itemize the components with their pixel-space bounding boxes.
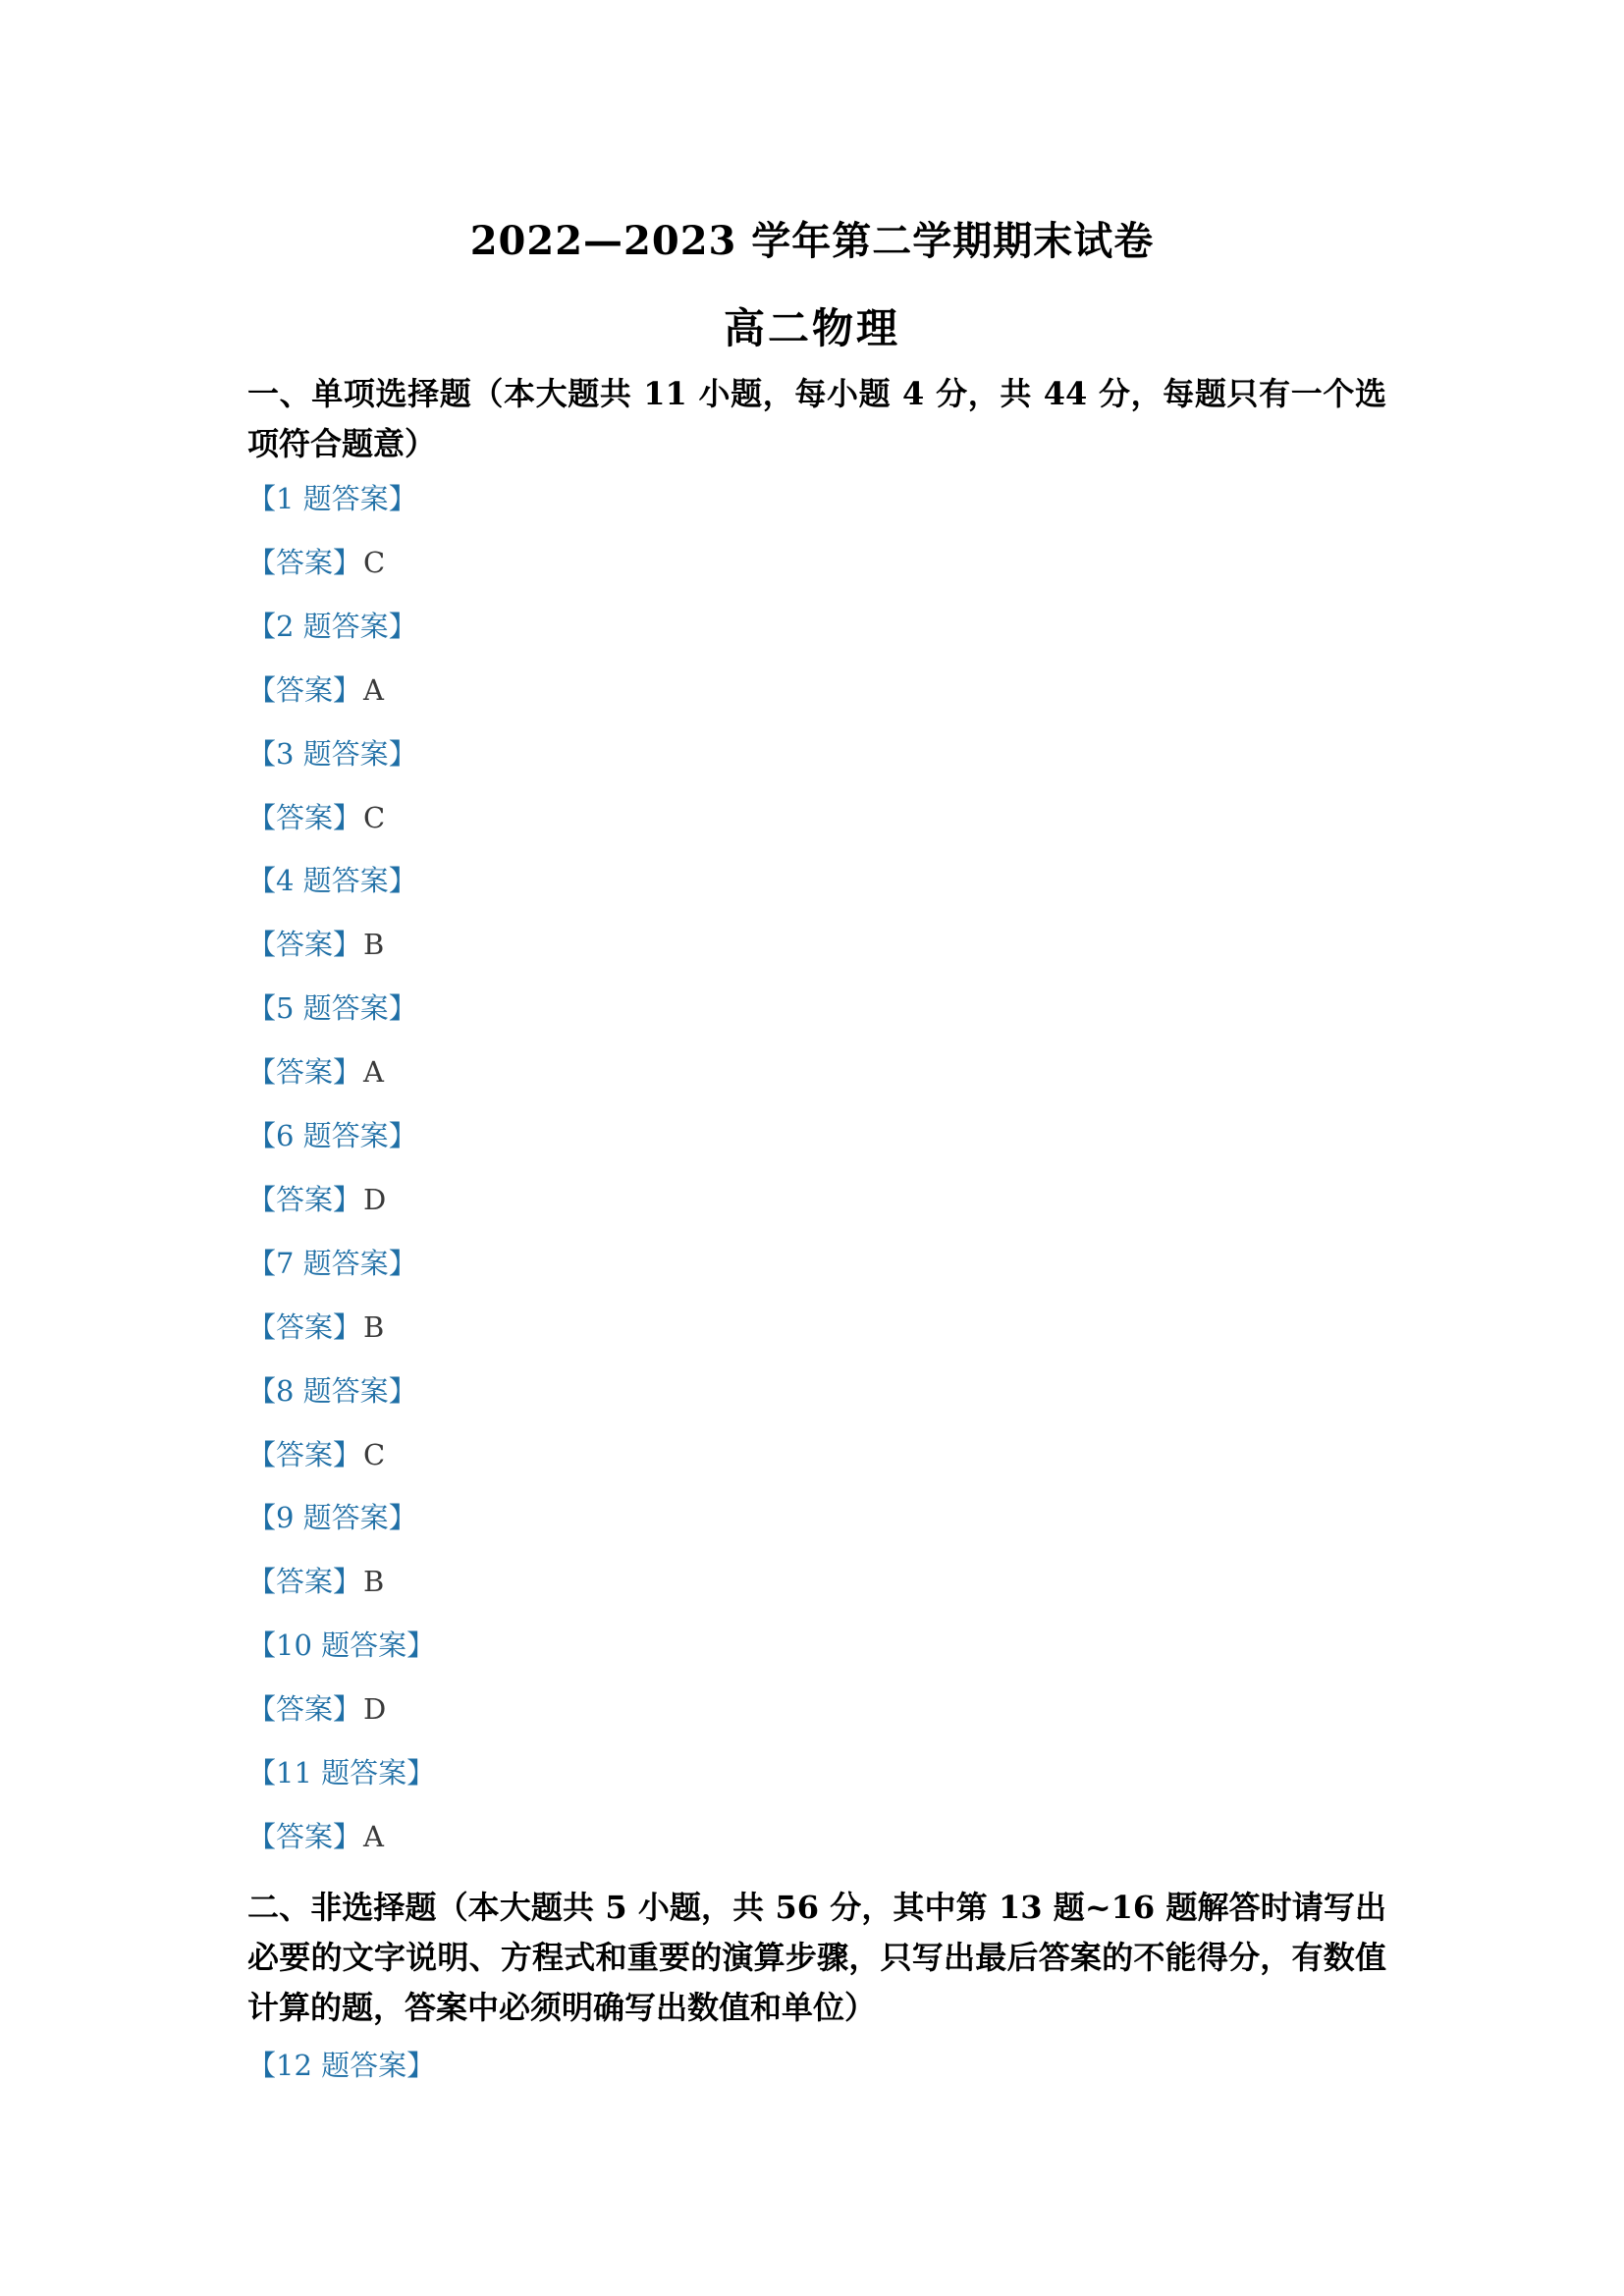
right-bracket: 】	[333, 1565, 362, 1598]
left-bracket: 【	[247, 1756, 277, 1789]
left-bracket: 【	[247, 864, 277, 897]
question-label-text: 10 题答案	[276, 1629, 407, 1662]
right-bracket: 】	[406, 1756, 436, 1789]
right-bracket: 】	[388, 1374, 417, 1408]
left-bracket: 【	[247, 928, 277, 961]
left-bracket: 【	[247, 546, 277, 579]
question-label-9	[247, 1500, 417, 1535]
answer-line-1	[247, 545, 385, 580]
left-bracket: 【	[247, 673, 277, 707]
right-bracket: 】	[333, 1055, 362, 1089]
section-1-heading: 一、单项选择题（本大题共 11 小题，每小题 4 分，共 44 分，每题只有一个选项符合题意）	[247, 375, 1386, 462]
question-label-10	[247, 1628, 435, 1663]
question-label-8	[247, 1373, 417, 1409]
right-bracket: 】	[388, 610, 417, 643]
answer-line-5	[247, 1054, 384, 1090]
right-bracket: 】	[388, 482, 417, 515]
answer-value: C	[363, 1438, 386, 1471]
question-label-7	[247, 1246, 417, 1281]
answer-label-text: 答案	[276, 1183, 334, 1216]
answer-value: B	[363, 928, 385, 961]
answer-label-text: 答案	[276, 1820, 334, 1853]
answer-label-text: 答案	[276, 801, 334, 834]
question-label-4	[247, 863, 417, 898]
answer-value: A	[363, 1820, 384, 1853]
question-label-text: 2 题答案	[276, 610, 389, 643]
answer-label-text: 答案	[276, 1438, 334, 1471]
answer-label-text: 答案	[276, 546, 334, 579]
left-bracket: 【	[247, 1055, 277, 1089]
left-bracket: 【	[247, 1692, 277, 1726]
answer-label-text: 答案	[276, 1055, 334, 1089]
question-label-text: 4 题答案	[276, 864, 389, 897]
question-label-text: 8 题答案	[276, 1374, 389, 1408]
question-label-1	[247, 481, 417, 516]
right-bracket: 】	[333, 801, 362, 834]
right-bracket: 】	[388, 1247, 417, 1280]
left-bracket: 【	[247, 1310, 277, 1344]
left-bracket: 【	[247, 2049, 277, 2082]
answer-value: C	[363, 546, 386, 579]
left-bracket: 【	[247, 1501, 277, 1534]
question-label-11	[247, 1755, 435, 1790]
question-label-text: 6 题答案	[276, 1119, 389, 1152]
answer-line-7	[247, 1309, 384, 1345]
right-bracket: 】	[388, 737, 417, 771]
answer-value: D	[363, 1183, 387, 1216]
answer-label-text: 答案	[276, 673, 334, 707]
answer-label-text: 答案	[276, 1310, 334, 1344]
question-label-text: 12 题答案	[276, 2049, 407, 2082]
right-bracket: 】	[333, 546, 362, 579]
answer-line-3	[247, 800, 385, 835]
left-bracket: 【	[247, 1820, 277, 1853]
answer-label-text: 答案	[276, 1565, 334, 1598]
left-bracket: 【	[247, 610, 277, 643]
right-bracket: 】	[388, 864, 417, 897]
question-label-3	[247, 736, 417, 772]
answer-value: B	[363, 1310, 385, 1344]
right-bracket: 】	[406, 1629, 436, 1662]
answer-label-text: 答案	[276, 928, 334, 961]
answer-line-8	[247, 1437, 385, 1472]
left-bracket: 【	[247, 1438, 277, 1471]
answer-line-10	[247, 1691, 386, 1727]
section-2-heading: 二、非选择题（本大题共 5 小题，共 56 分，其中第 13 题~16 题解答时请写出必要的文字说明、方程式和重要的演算步骤，只写出最后答案的不能得分，有数值计算的题，答案中必须明确写出数值和单位）	[247, 1889, 1386, 2026]
question-label-12	[247, 2048, 435, 2083]
answer-line-4	[247, 927, 384, 962]
right-bracket: 】	[388, 991, 417, 1025]
left-bracket: 【	[247, 801, 277, 834]
right-bracket: 】	[333, 1310, 362, 1344]
question-label-text: 11 题答案	[276, 1756, 407, 1789]
right-bracket: 】	[406, 2049, 436, 2082]
answer-value: C	[363, 801, 386, 834]
question-label-6	[247, 1118, 417, 1153]
answer-line-9	[247, 1564, 384, 1599]
left-bracket: 【	[247, 1629, 277, 1662]
answer-label-text: 答案	[276, 1692, 334, 1726]
answer-value: B	[363, 1565, 385, 1598]
answer-line-6	[247, 1182, 386, 1217]
answer-value: A	[363, 1055, 384, 1089]
question-label-2	[247, 609, 417, 644]
left-bracket: 【	[247, 1374, 277, 1408]
right-bracket: 】	[333, 1692, 362, 1726]
right-bracket: 】	[333, 928, 362, 961]
answer-value: D	[363, 1692, 387, 1726]
left-bracket: 【	[247, 1565, 277, 1598]
question-label-text: 3 题答案	[276, 737, 389, 771]
right-bracket: 】	[333, 1438, 362, 1471]
left-bracket: 【	[247, 991, 277, 1025]
left-bracket: 【	[247, 1119, 277, 1152]
right-bracket: 】	[333, 673, 362, 707]
answer-value: A	[363, 673, 384, 707]
answer-line-2	[247, 672, 384, 708]
question-label-text: 7 题答案	[276, 1247, 389, 1280]
left-bracket: 【	[247, 482, 277, 515]
left-bracket: 【	[247, 737, 277, 771]
left-bracket: 【	[247, 1247, 277, 1280]
question-label-text: 1 题答案	[276, 482, 389, 515]
page-subtitle: 高二物理	[723, 304, 900, 352]
right-bracket: 】	[333, 1820, 362, 1853]
right-bracket: 】	[333, 1183, 362, 1216]
right-bracket: 】	[388, 1119, 417, 1152]
question-label-5	[247, 990, 417, 1026]
page-title: 2022—2023 学年第二学期期末试卷	[469, 218, 1155, 264]
question-label-text: 5 题答案	[276, 991, 389, 1025]
question-label-text: 9 题答案	[276, 1501, 389, 1534]
left-bracket: 【	[247, 1183, 277, 1216]
answer-line-11	[247, 1819, 384, 1854]
right-bracket: 】	[388, 1501, 417, 1534]
